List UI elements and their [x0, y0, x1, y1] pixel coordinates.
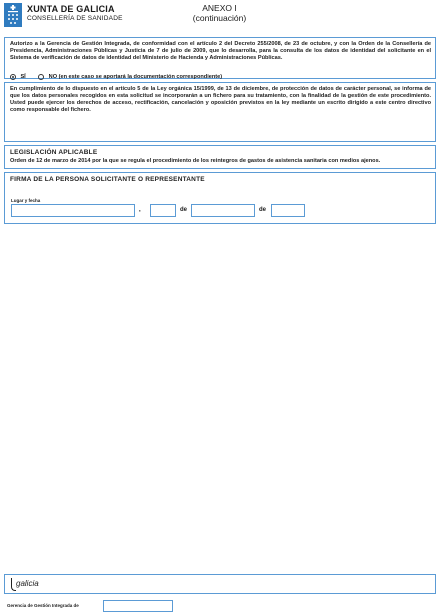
legislation-text: Orden de 12 de marzo de 2014 por la que se regula el procedimiento de los reintegros de gastos de asistencia sanitaria con medios ajenos. [10, 158, 381, 164]
radio-no[interactable] [38, 74, 44, 80]
org-name: XUNTA DE GALICIA [27, 4, 115, 14]
privacy-text: En cumplimiento de lo dispuesto en el artículo 5 de la Ley orgánica 15/1999, de 13 de diciembre, de protección de datos de carácter personal, se informa de que los datos personales recogidos en esta solicitud se incorporarán a un fichero para su tratamiento, con la finalidad de la gestión de este procedimiento. Usted puede ejercer los derechos de acceso, rectificación, cancelación y oposición previstos en la ley mediante un escrito dirigido a este centro directivo como responsable del fichero. [10, 86, 431, 113]
legislation-box [4, 145, 436, 169]
privacy-box [4, 82, 436, 142]
de-separator-1: de [180, 207, 188, 213]
option-no-label: NO (en este caso se aportará la documentación correspondiente) [48, 73, 223, 80]
place-date-label: Lugar y fecha [11, 198, 41, 203]
gerencia-label: Gerencia de Gestión Integrada de [7, 603, 79, 608]
month-input[interactable] [191, 204, 255, 217]
authorization-box [4, 37, 436, 79]
gerencia-input[interactable] [103, 600, 173, 612]
annex-title: ANEXO I [202, 3, 237, 13]
annex-subtitle: (continuación) [192, 13, 247, 23]
authorization-text: Autorizo a la Gerencia de Gestión Integrada, de conformidad con el artículo 2 del Decreto 255/2008, de 23 de octubre, y con la Orden de la Consellería de Presidencia, Administraciones Públicas y Justicia de 7 de julio de 2009, que lo desarrolla, para la consulta de los datos de identidad del solicitante en el Sistema de verificación de datos de identidad del Ministerio de Hacienda y Administraciones Públicas. [10, 41, 431, 61]
galicia-brand: galicia [16, 579, 39, 588]
legislation-title: LEGISLACIÓN APLICABLE [10, 149, 98, 156]
year-input[interactable] [271, 204, 305, 217]
footer-box [4, 574, 436, 594]
signature-title: FIRMA DE LA PERSONA SOLICITANTE O REPRESENTANTE [10, 176, 205, 183]
day-input[interactable] [150, 204, 176, 217]
signature-box [4, 172, 436, 224]
comma-separator: , [139, 207, 141, 213]
option-yes-label: SÍ [20, 73, 26, 80]
de-separator-2: de [259, 207, 267, 213]
radio-yes[interactable] [10, 74, 16, 80]
place-input[interactable] [11, 204, 135, 217]
org-department: CONSELLERÍA DE SANIDADE [27, 15, 123, 22]
